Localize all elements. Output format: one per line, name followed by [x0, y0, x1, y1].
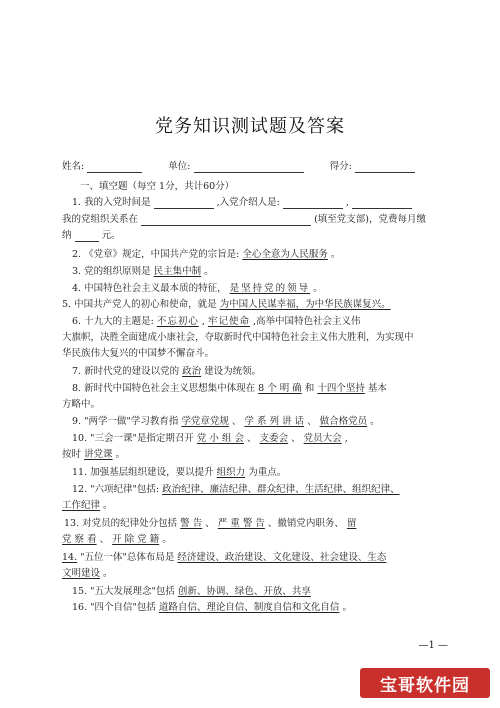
score-blank [355, 162, 415, 173]
q11-answer: 组织力 [216, 467, 246, 478]
question-6-cont-2: 华民族伟大复兴的中国梦不懈奋斗。 [62, 348, 215, 359]
page-number: —1 — [418, 640, 448, 651]
question-13 [64, 517, 356, 530]
q11-end: 为重点。 [248, 467, 287, 478]
q14-text: "五位一体"总体布局是 [80, 552, 175, 563]
q10-sep-1: 、 [247, 433, 257, 444]
q11-text: 11. 加强基层组织建设，要以提升 [72, 467, 214, 478]
q5-text: 5. 中国共产党人的初心和使命，就是 [62, 299, 217, 310]
q8-text: 8. 新时代中国特色社会主义思想集中体现在 [72, 383, 256, 394]
q7-text: 7. 新时代党的建设以党的 [72, 366, 180, 377]
q13-answer-2: 严 重 警 告 [217, 518, 265, 529]
q4-text: 4. 中国特色社会主义最本质的特征， [72, 283, 227, 294]
question-6-cont: 大旗帜，决胜全面建成小康社会，夺取新时代中国特色社会主义伟大胜利，为实现中 [62, 332, 414, 343]
watermark-logo: 宝哥软件园 [360, 668, 490, 698]
q1-text-4: (填至党支部)，党费每月缴 [314, 214, 426, 225]
q7-answer: 政治 [182, 366, 202, 377]
header-fields [62, 160, 415, 173]
q8-and: 和 [304, 383, 315, 394]
q3-text: 3. 党的组织原则是 [72, 266, 151, 277]
q1-text-5: 纳 [62, 230, 72, 241]
q4-end: 。 [313, 283, 323, 294]
q10-answer-3: 党员大会 [303, 433, 342, 444]
q10-answer-4: 讲党课 [84, 449, 113, 460]
question-3 [72, 265, 214, 278]
q9-end: 。 [370, 416, 380, 427]
q10-answer-2: 支委会 [259, 433, 289, 444]
q1-text: 1. 我的入党时间是 [72, 197, 151, 208]
q10-sep-2: 、 [291, 433, 301, 444]
q1-blank-date [154, 198, 214, 209]
q9-sep-2: 、 [307, 416, 317, 427]
q5-answer: 为中国人民谋幸福，为中华民族谋复兴。 [219, 299, 391, 310]
question-11 [72, 466, 286, 479]
question-16 [72, 601, 352, 614]
q2-text: 2. 《党章》规定，中国共产党的宗旨是: [72, 249, 240, 260]
question-14-cont [62, 567, 113, 580]
q12-end: 。 [103, 500, 113, 511]
q9-answer-2: 学 系 列 讲 话 [244, 416, 305, 427]
q12-answer-1: 政治纪律、廉洁纪律、群众纪律、生活纪律、组织纪律、 [162, 484, 400, 495]
question-15 [72, 585, 311, 598]
q6-answer-2: 牢记使命 [207, 316, 250, 327]
question-8-cont: 方略中。 [62, 399, 101, 410]
q2-answer: 全心全意为人民服务 [242, 249, 328, 260]
q6-text: 6. 十九大的主题是: [72, 316, 154, 327]
page-title: 党务知识测试题及答案 [155, 116, 345, 137]
q8-answer-1: 8 个 明 确 [258, 383, 302, 394]
q13-end: 。 [162, 534, 172, 545]
question-2 [72, 248, 340, 261]
question-1 [72, 196, 412, 209]
q3-end: 。 [204, 266, 214, 277]
q1-blank-introducer-2 [352, 198, 412, 209]
q6-text-2: ,高举中国特色社会主义伟 [252, 316, 361, 327]
q1-text-3: 我的党组织关系在 [62, 214, 139, 225]
name-blank [87, 162, 142, 173]
question-6 [72, 315, 361, 328]
q10-text-2: 按时 [62, 449, 82, 460]
q14-answer-2: 文明建设 [62, 568, 101, 579]
q9-sep-1: 、 [231, 416, 242, 427]
q13-answer-4: 开 除 党 籍 [112, 534, 160, 545]
name-label: 姓名: [62, 161, 85, 172]
question-5 [62, 298, 391, 311]
q13-text-2: 、撤销党内职务、 [267, 518, 344, 529]
question-10-cont [62, 448, 125, 461]
q13-answer-1: 警 告 [180, 518, 203, 529]
section-heading: 一、填空题（每空 1分，共计60分） [80, 181, 235, 192]
q10-comma: , [344, 433, 348, 444]
question-1-cont [62, 213, 426, 226]
question-7 [72, 365, 261, 378]
q16-text: 16. "四个自信"包括 [72, 602, 156, 613]
q6-comma: , [201, 316, 205, 327]
q12-text: 12. "六项纪律"包括: [72, 484, 160, 495]
q16-answer: 道路自信、理论自信、制度自信和文化自信 [158, 602, 340, 613]
question-8 [72, 382, 387, 395]
q10-answer-1: 党 小 组 会 [196, 433, 244, 444]
q1-comma: , [345, 197, 349, 208]
q4-answer: 是坚持党的领导 [229, 283, 311, 294]
q8-text-2: 基本 [367, 383, 387, 394]
q15-text: 15. "五大发展理念"包括 [72, 586, 175, 597]
q7-end: 建设为统领。 [204, 366, 262, 377]
question-13-cont [62, 533, 172, 546]
q15-answer: 创新、协调、绿色、开放、共享 [177, 586, 311, 597]
q9-answer-1: 学党章党规 [181, 416, 229, 427]
q1-blank-introducer-1 [283, 198, 343, 209]
unit-blank [194, 162, 304, 173]
unit-label: 单位: [168, 161, 191, 172]
q14-number: 14. [62, 552, 78, 563]
q16-end: 。 [342, 602, 352, 613]
question-10 [72, 432, 348, 445]
q3-answer: 民主集中制 [153, 266, 202, 277]
q8-answer-2: 十四个坚持 [317, 383, 365, 394]
q13-answer-3a: 留 [346, 518, 357, 529]
q12-answer-2: 工作纪律 [62, 500, 101, 511]
q1-text-6: 元。 [101, 230, 121, 241]
q13-answer-3b: 党 察 看 [62, 534, 97, 545]
q9-text: 9. "两学一做"学习教育指 [72, 416, 179, 427]
q2-end: 。 [330, 249, 341, 260]
question-4 [72, 282, 323, 295]
q1-blank-org [141, 215, 311, 226]
q10-text: 10. "三会一课"是指定期召开 [72, 433, 194, 444]
q1-blank-fee [75, 231, 99, 242]
question-12 [72, 483, 400, 496]
question-14 [62, 551, 386, 564]
q14-end: 。 [103, 568, 113, 579]
q14-answer-1: 经济建设、政治建设、文化建设、社会建设、生态 [177, 552, 387, 563]
q6-answer-1: 不忘初心 [156, 316, 199, 327]
score-label: 得分: [329, 161, 352, 172]
q10-end: 。 [115, 449, 126, 460]
q13-sep-1: 、 [205, 518, 215, 529]
q1-text-2: ,入党介绍人是: [216, 197, 280, 208]
q9-answer-3: 做合格党员 [319, 416, 368, 427]
q13-sep-2: 、 [99, 534, 110, 545]
question-12-cont [62, 499, 113, 512]
q13-text: 13. 对党员的纪律处分包括 [64, 518, 178, 529]
question-1-cont-2 [62, 229, 121, 242]
question-9 [72, 415, 380, 428]
